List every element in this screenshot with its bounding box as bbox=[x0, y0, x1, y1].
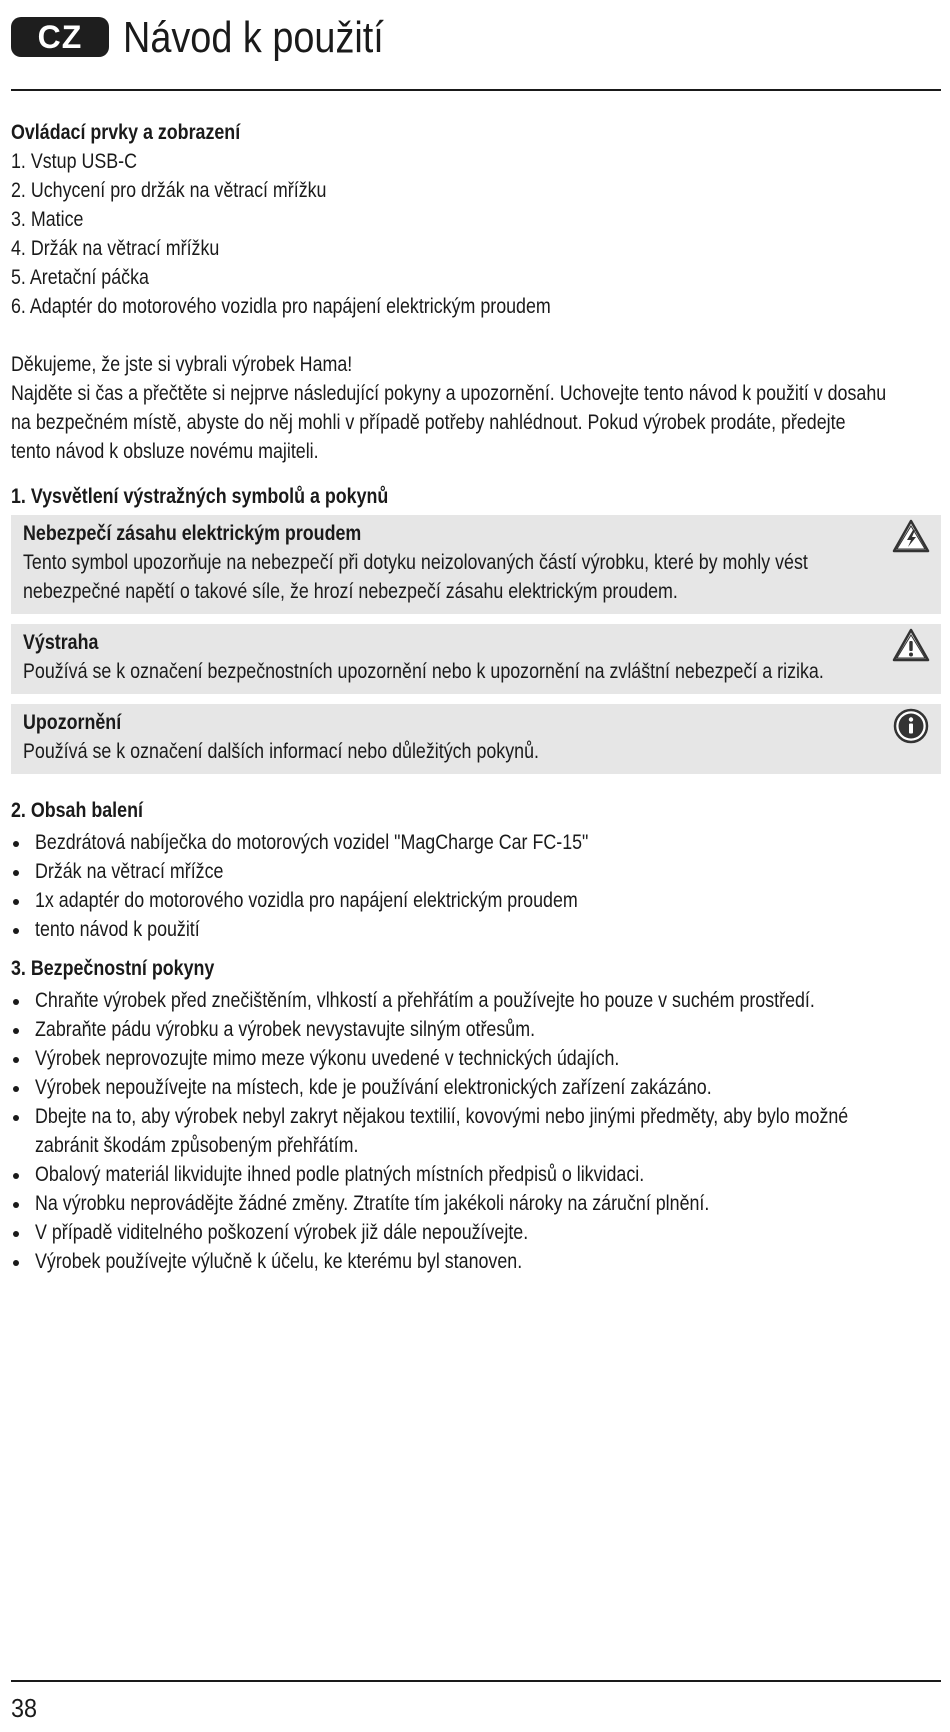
list-item-text: Výrobek používejte výlučně k účelu, ke kterému byl stanoven. bbox=[35, 1250, 523, 1273]
list-item bbox=[11, 1102, 941, 1160]
list-item bbox=[11, 1160, 941, 1189]
section-title: 2. Obsah balení bbox=[11, 799, 143, 822]
list-item-text: Dbejte na to, aby výrobek nebyl zakryt nějakou textilií, kovovými nebo jinými předměty, aby bylo možné bbox=[35, 1105, 849, 1128]
list-item-text: zabránit škodám způsobeným přehřátím. bbox=[35, 1134, 359, 1157]
section-package-contents bbox=[11, 796, 941, 944]
controls-section bbox=[11, 118, 941, 321]
controls-item: 4. Držák na větrací mřížku bbox=[11, 237, 220, 260]
notice-text: Používá se k označení bezpečnostních upozornění nebo k upozornění na zvláštní nebezpečí a rizika. bbox=[23, 660, 824, 683]
intro-line: Najděte si čas a přečtěte si nejprve následující pokyny a upozornění. Uchovejte tento návod k použití v dosahu bbox=[11, 382, 887, 405]
intro-thanks: Děkujeme, že jste si vybrali výrobek Hama! bbox=[11, 353, 353, 376]
footer-divider bbox=[11, 1680, 941, 1682]
intro-line: na bezpečném místě, abyste do něj mohli v případě potřeby nahlédnout. Pokud výrobek prodáte, předejte bbox=[11, 411, 846, 434]
section-safety bbox=[11, 954, 941, 1276]
header-divider bbox=[11, 89, 941, 91]
section-title: 1. Vysvětlení výstražných symbolů a pokynů bbox=[11, 485, 389, 508]
list-item-text: Chraňte výrobek před znečištěním, vlhkostí a přehřátím a používejte ho pouze v suchém prostředí. bbox=[35, 989, 815, 1012]
list-item-text: Bezdrátová nabíječka do motorových vozidel "MagCharge Car FC-15" bbox=[35, 831, 589, 854]
list-item-text: Výrobek neprovozujte mimo meze výkonu uvedené v technických údajích. bbox=[35, 1047, 620, 1070]
controls-item: 3. Matice bbox=[11, 208, 84, 231]
controls-list bbox=[11, 147, 941, 321]
list-item-text: Zabraňte pádu výrobku a výrobek nevystavujte silným otřesům. bbox=[35, 1018, 536, 1041]
list-item bbox=[11, 1044, 941, 1073]
controls-heading: Ovládací prvky a zobrazení bbox=[11, 121, 241, 144]
notice-info bbox=[11, 704, 941, 774]
list-item-text: Držák na větrací mřížce bbox=[35, 860, 224, 883]
controls-item: 1. Vstup USB-C bbox=[11, 150, 137, 173]
list-item bbox=[11, 1247, 941, 1276]
safety-list bbox=[11, 986, 941, 1276]
notice-title: Nebezpečí zásahu elektrickým proudem bbox=[23, 522, 362, 545]
page-header bbox=[11, 14, 941, 84]
section-symbols bbox=[11, 482, 941, 774]
section-title: 3. Bezpečnostní pokyny bbox=[11, 957, 215, 980]
intro-line: tento návod k obsluze novému majiteli. bbox=[11, 440, 319, 463]
notice-text: nebezpečné napětí o takové síle, že hrozí nebezpečí zásahu elektrickým proudem. bbox=[23, 580, 678, 603]
controls-item: 5. Aretační páčka bbox=[11, 266, 149, 289]
page-number: 38 bbox=[11, 1693, 38, 1723]
info-icon bbox=[891, 706, 931, 746]
notice-electric-hazard bbox=[11, 515, 941, 614]
list-item bbox=[11, 915, 941, 944]
controls-item: 6. Adaptér do motorového vozidla pro napájení elektrickým proudem bbox=[11, 295, 551, 318]
intro-paragraph bbox=[11, 350, 941, 466]
list-item bbox=[11, 1015, 941, 1044]
list-item-text: V případě viditelného poškození výrobek již dále nepoužívejte. bbox=[35, 1221, 529, 1244]
list-item bbox=[11, 1073, 941, 1102]
notice-warning bbox=[11, 624, 941, 694]
package-list bbox=[11, 828, 941, 944]
notice-title: Výstraha bbox=[23, 631, 99, 654]
notice-title: Upozornění bbox=[23, 711, 122, 734]
warning-icon bbox=[891, 626, 931, 666]
list-item bbox=[11, 828, 941, 857]
list-item-text: 1x adaptér do motorového vozidla pro napájení elektrickým proudem bbox=[35, 889, 578, 912]
list-item bbox=[11, 857, 941, 886]
list-item-text: Výrobek nepoužívejte na místech, kde je používání elektronických zařízení zakázáno. bbox=[35, 1076, 712, 1099]
list-item-text: Na výrobku neprovádějte žádné změny. Ztratíte tím jakékoli nároky na záruční plnění. bbox=[35, 1192, 710, 1215]
notice-text: Tento symbol upozorňuje na nebezpečí při dotyku neizolovaných částí výrobku, které by mohly vést bbox=[23, 551, 808, 574]
page-title: Návod k použití bbox=[123, 13, 384, 62]
list-item bbox=[11, 986, 941, 1015]
list-item bbox=[11, 1189, 941, 1218]
controls-item: 2. Uchycení pro držák na větrací mřížku bbox=[11, 179, 327, 202]
list-item bbox=[11, 1218, 941, 1247]
list-item-text: tento návod k použití bbox=[35, 918, 200, 941]
language-badge: CZ bbox=[11, 17, 109, 57]
list-item-text: Obalový materiál likvidujte ihned podle platných místních předpisů o likvidaci. bbox=[35, 1163, 645, 1186]
list-item bbox=[11, 886, 941, 915]
electric-hazard-icon bbox=[891, 517, 931, 557]
notice-text: Používá se k označení dalších informací nebo důležitých pokynů. bbox=[23, 740, 539, 763]
document-body bbox=[11, 118, 941, 1276]
